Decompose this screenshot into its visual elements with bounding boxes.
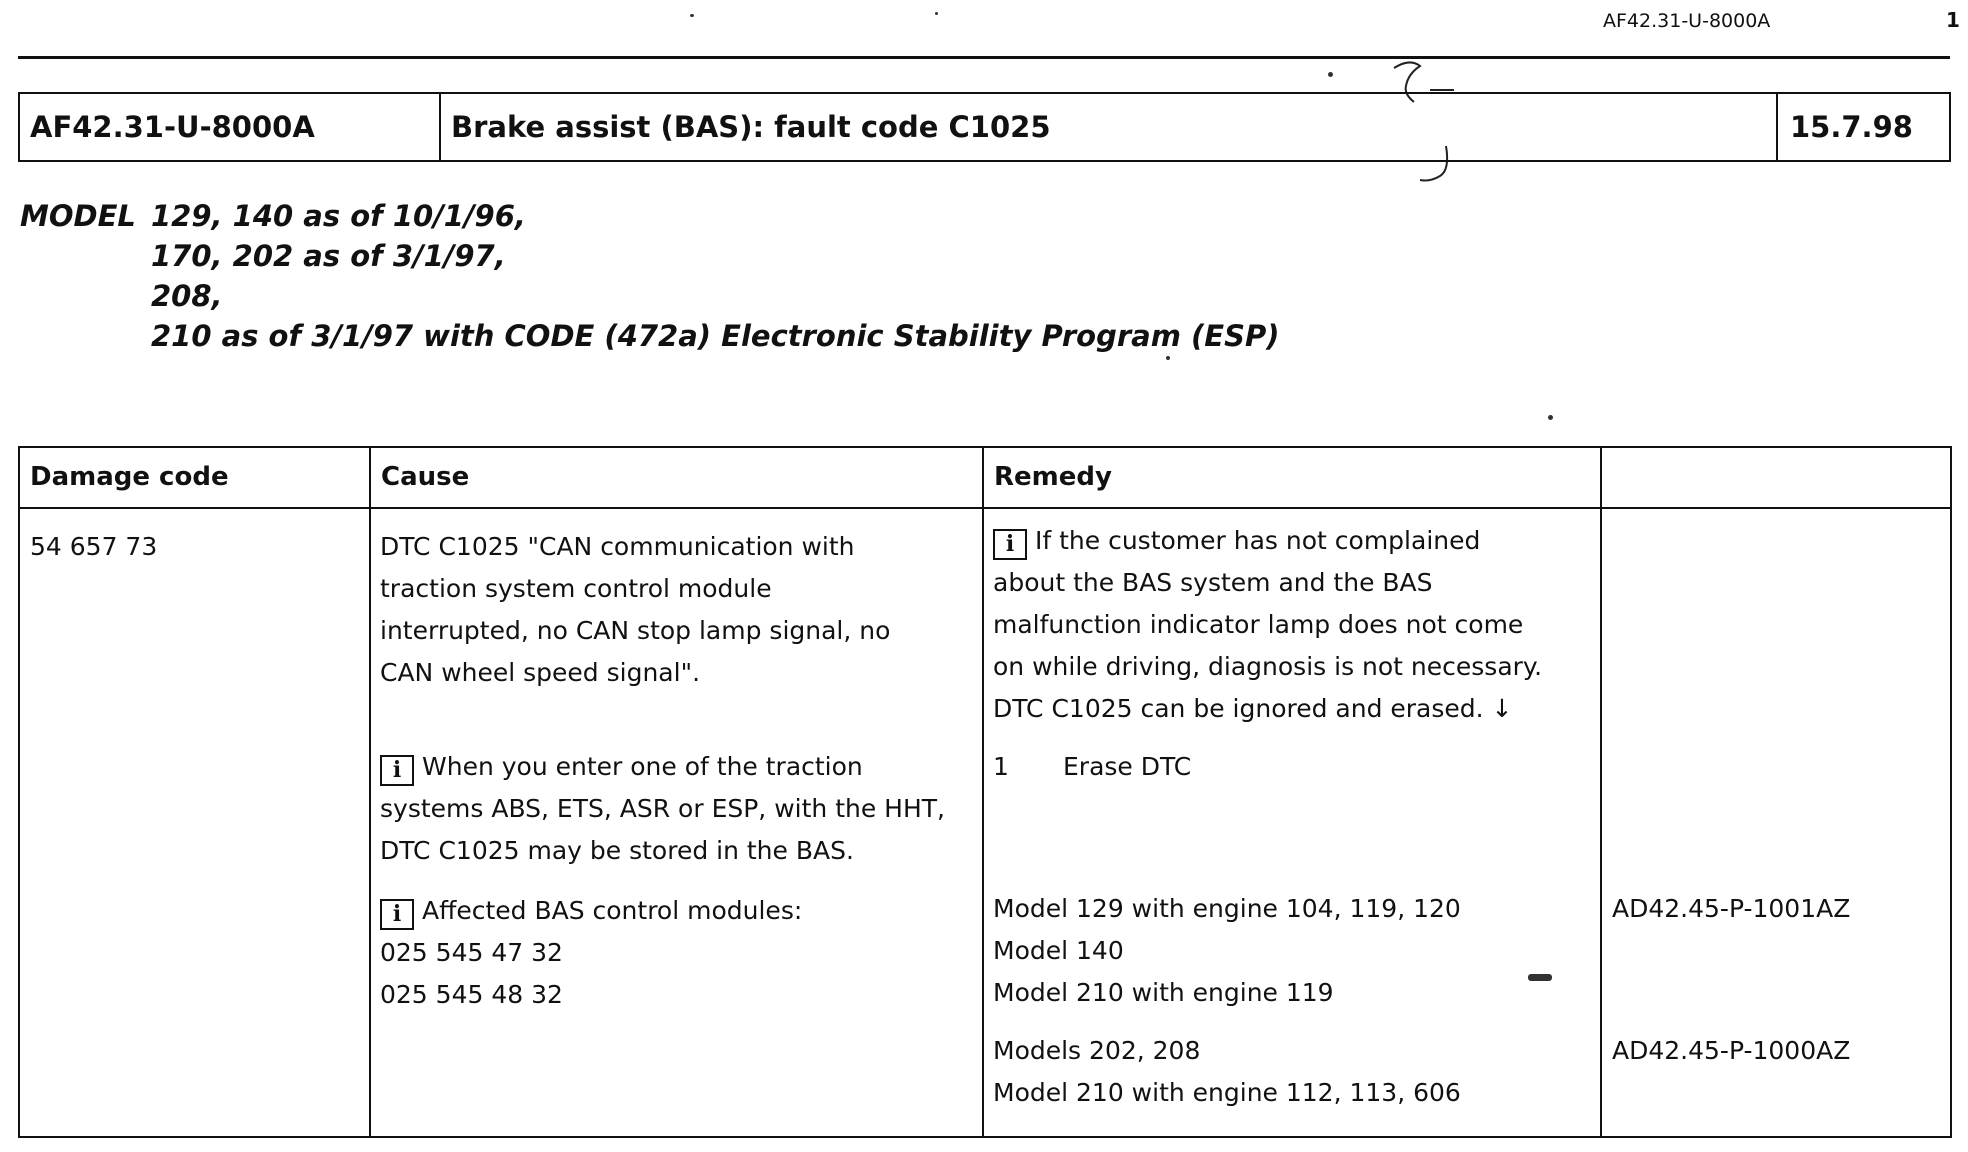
text-line: DTC C1025 may be stored in the BAS. <box>380 836 854 865</box>
text-line <box>993 520 1542 562</box>
scan-speck <box>935 12 938 15</box>
text-line: about the BAS system and the BAS <box>993 568 1433 597</box>
header-divider <box>20 507 1950 509</box>
column-header-damage-code: Damage code <box>30 462 229 492</box>
scan-speck <box>690 14 694 17</box>
document-date: 15.7.98 <box>1790 110 1913 144</box>
text-line: Model 210 with engine 119 <box>993 978 1334 1007</box>
column-divider <box>369 448 371 1136</box>
text-line: on while driving, diagnosis is not necessary. <box>993 652 1543 681</box>
model-text: 129, 140 as of 10/1/96, <box>151 199 526 233</box>
text-line: When you enter one of the traction <box>422 752 863 781</box>
column-header-cause: Cause <box>381 462 470 492</box>
reference-link-1[interactable]: AD42.45-P-1001AZ <box>1612 894 1851 923</box>
cause-dtc-description <box>380 526 890 694</box>
model-line <box>20 276 1279 316</box>
header-rule <box>18 56 1950 59</box>
scan-speck <box>1328 72 1333 77</box>
header-document-ref: AF42.31-U-8000A <box>1603 10 1771 32</box>
model-line <box>20 316 1279 356</box>
info-icon: i <box>993 529 1027 560</box>
column-divider <box>982 448 984 1136</box>
column-divider <box>1600 448 1602 1136</box>
model-line <box>20 196 1279 236</box>
text-line: Model 140 <box>993 936 1124 965</box>
step-text: Erase DTC <box>1063 752 1192 781</box>
remedy-model-group-2 <box>993 1030 1461 1114</box>
text-line: 025 545 48 32 <box>380 980 563 1009</box>
text-line: interrupted, no CAN stop lamp signal, no <box>380 616 891 645</box>
model-label: MODEL <box>20 199 136 233</box>
info-icon: i <box>380 899 414 930</box>
text-line: CAN wheel speed signal". <box>380 658 701 687</box>
reference-link-2[interactable]: AD42.45-P-1000AZ <box>1612 1036 1851 1065</box>
text-line: DTC C1025 "CAN communication with <box>380 532 855 561</box>
model-text: 208, <box>151 279 223 313</box>
text-line <box>380 746 945 788</box>
document-id: AF42.31-U-8000A <box>20 94 441 160</box>
text-line: Models 202, 208 <box>993 1036 1201 1065</box>
model-text: 170, 202 as of 3/1/97, <box>151 239 506 273</box>
remedy-step <box>993 746 1191 788</box>
remedy-note <box>993 520 1542 730</box>
scan-smudge <box>1528 974 1552 981</box>
model-line <box>20 236 1279 276</box>
step-number: 1 <box>993 752 1009 781</box>
text-line: Model 210 with engine 112, 113, 606 <box>993 1078 1461 1107</box>
text-line: If the customer has not complained <box>1035 526 1481 555</box>
scan-speck <box>1548 415 1553 420</box>
document-title: Brake assist (BAS): fault code C1025 <box>441 94 1778 160</box>
cause-note-affected-modules <box>380 890 802 1016</box>
scan-speck <box>1166 356 1170 360</box>
model-applicability <box>20 196 1279 356</box>
column-header-remedy: Remedy <box>994 462 1112 492</box>
remedy-model-group-1 <box>993 888 1461 1014</box>
page-number: 1 <box>1946 8 1960 32</box>
damage-code-value: 54 657 73 <box>30 532 158 561</box>
model-text: 210 as of 3/1/97 with CODE (472a) Electronic Stability Program (ESP) <box>151 319 1280 353</box>
info-icon: i <box>380 755 414 786</box>
text-line: 025 545 47 32 <box>380 938 563 967</box>
title-bar <box>18 92 1951 162</box>
text-line: Affected BAS control modules: <box>422 896 803 925</box>
text-line: DTC C1025 can be ignored and erased. ↓ <box>993 694 1513 723</box>
text-line: Model 129 with engine 104, 119, 120 <box>993 894 1461 923</box>
text-line <box>380 890 802 932</box>
fault-table <box>18 446 1952 1138</box>
cause-note-traction-systems <box>380 746 945 872</box>
text-line: systems ABS, ETS, ASR or ESP, with the HHT, <box>380 794 945 823</box>
text-line: malfunction indicator lamp does not come <box>993 610 1524 639</box>
text-line: traction system control module <box>380 574 772 603</box>
